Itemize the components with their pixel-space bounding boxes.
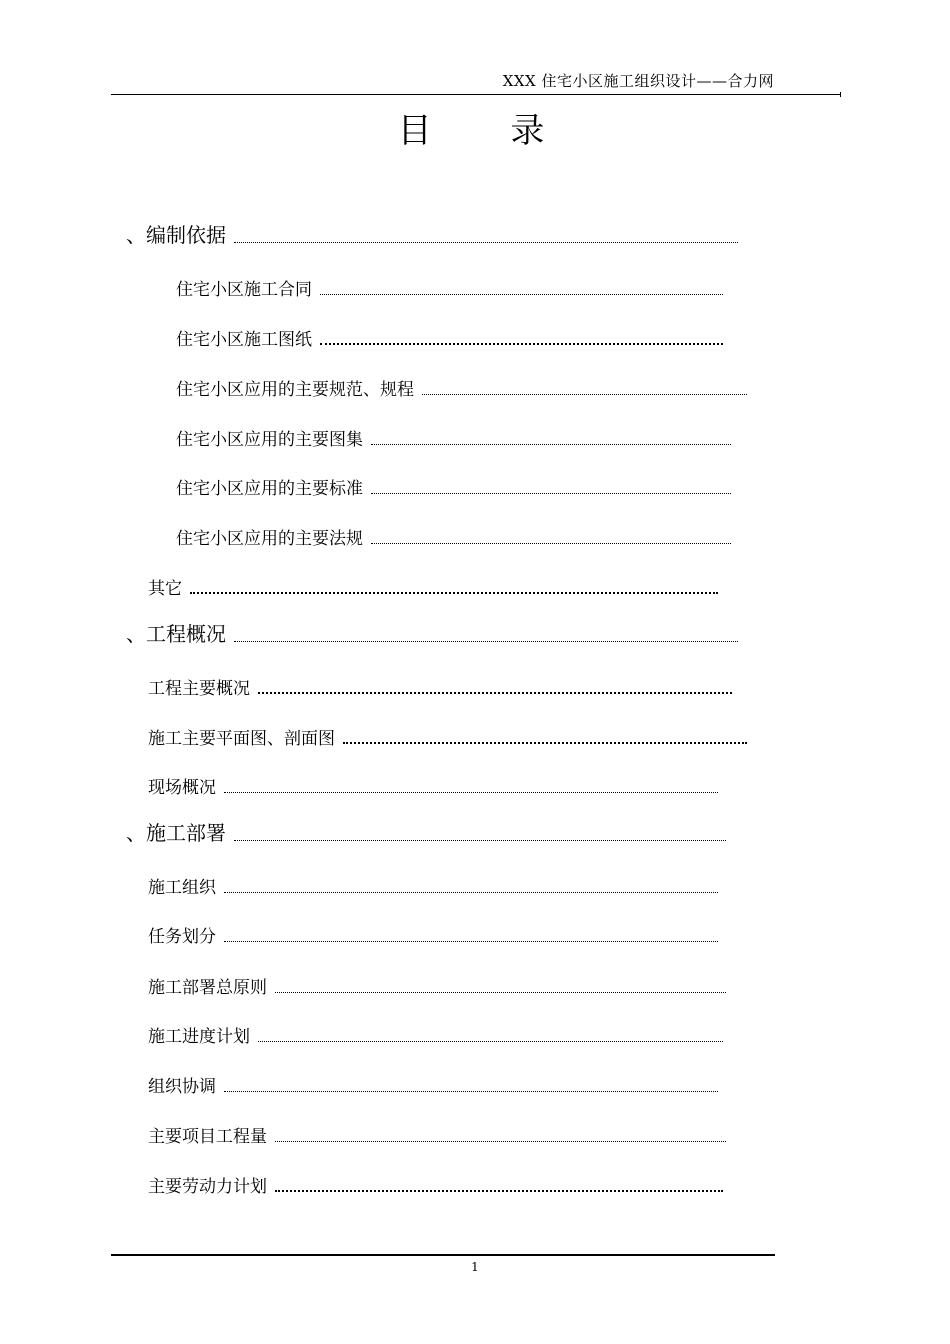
toc-entry-label: 其它 <box>148 579 182 599</box>
toc-entry-label: 住宅小区应用的主要标准 <box>176 479 363 499</box>
header-rule <box>111 94 841 95</box>
dot-leader <box>371 493 731 494</box>
toc-section-heading[interactable] <box>126 618 738 647</box>
toc-subentry[interactable] <box>176 325 723 350</box>
toc-entry-label: 主要项目工程量 <box>148 1127 267 1147</box>
toc-entry-label: 住宅小区应用的主要规范、规程 <box>176 380 414 400</box>
footer-rule <box>111 1254 775 1256</box>
toc-subentry[interactable] <box>148 674 732 699</box>
toc-entry-label: 现场概况 <box>148 778 216 798</box>
dot-leader <box>320 294 723 295</box>
toc-subentry[interactable] <box>176 425 731 450</box>
toc-section-heading[interactable] <box>126 817 726 846</box>
dot-leader <box>234 641 738 642</box>
dot-leader <box>422 394 747 395</box>
dot-leader <box>224 792 718 793</box>
toc-entry-label: 住宅小区应用的主要法规 <box>176 529 363 549</box>
toc-subentry[interactable] <box>148 1072 718 1097</box>
toc-subentry[interactable] <box>148 574 718 599</box>
toc-subentry[interactable] <box>148 973 726 998</box>
page-number: 1 <box>471 1260 479 1274</box>
toc-subentry[interactable] <box>148 724 747 749</box>
dot-leader <box>224 892 718 893</box>
toc-entry-label: 工程主要概况 <box>148 679 250 699</box>
toc-subentry[interactable] <box>148 873 718 898</box>
toc-subentry[interactable] <box>148 1022 723 1047</box>
dot-leader <box>275 1190 723 1192</box>
dot-leader <box>371 444 731 445</box>
dot-leader <box>224 1091 718 1092</box>
toc-entry-label: 施工部署总原则 <box>148 978 267 998</box>
toc-entry-label: 施工组织 <box>148 878 216 898</box>
dot-leader <box>224 941 718 942</box>
toc-subentry[interactable] <box>176 474 731 499</box>
toc-entry-label: 、工程概况 <box>126 622 226 646</box>
dot-leader <box>275 1141 726 1142</box>
toc-entry-label: 住宅小区施工图纸 <box>176 330 312 350</box>
running-header: XXX 住宅小区施工组织设计——合力网 <box>502 72 774 90</box>
toc-subentry[interactable] <box>148 773 718 798</box>
toc-entry-label: 主要劳动力计划 <box>148 1177 267 1197</box>
dot-leader <box>258 692 732 694</box>
dot-leader <box>234 840 726 841</box>
header-rule-tick <box>840 92 841 97</box>
toc-subentry[interactable] <box>176 524 731 549</box>
toc-entry-label: 住宅小区施工合同 <box>176 280 312 300</box>
toc-entry-label: 施工主要平面图、剖面图 <box>148 729 335 749</box>
toc-entry-label: 、编制依据 <box>126 223 226 247</box>
toc-entry-label: 任务划分 <box>148 927 216 947</box>
toc-subentry[interactable] <box>148 922 718 947</box>
dot-leader <box>190 592 718 594</box>
toc-title: 目 录 <box>397 111 579 151</box>
dot-leader <box>275 992 726 993</box>
toc-subentry[interactable] <box>148 1122 726 1147</box>
toc-subentry[interactable] <box>176 275 723 300</box>
dot-leader <box>371 543 731 544</box>
toc-section-heading[interactable] <box>126 219 738 248</box>
dot-leader <box>320 343 723 345</box>
toc-subentry[interactable] <box>148 1172 723 1197</box>
toc-entry-label: 住宅小区应用的主要图集 <box>176 430 363 450</box>
toc-entry-label: 组织协调 <box>148 1077 216 1097</box>
dot-leader <box>343 742 747 744</box>
dot-leader <box>234 242 738 243</box>
dot-leader <box>258 1041 723 1042</box>
toc-entry-label: 、施工部署 <box>126 821 226 845</box>
toc-subentry[interactable] <box>176 375 747 400</box>
toc-entry-label: 施工进度计划 <box>148 1027 250 1047</box>
